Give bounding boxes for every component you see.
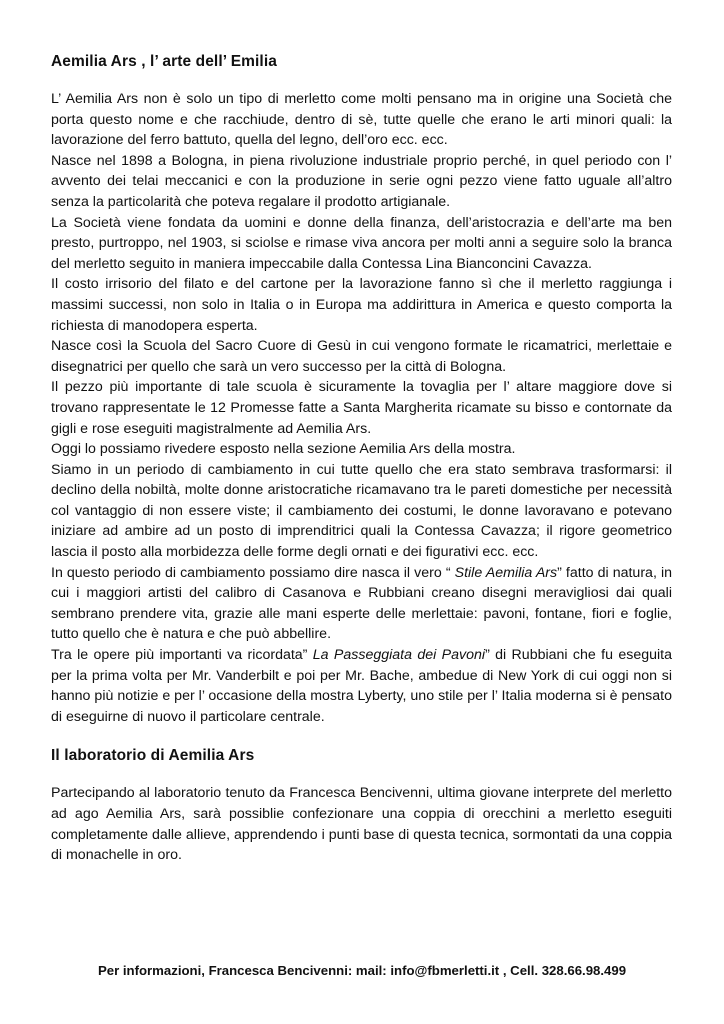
- text-run: In questo periodo di cambiamento possiamo dire nasca il vero “: [51, 564, 455, 581]
- paragraph-pavoni: [51, 645, 672, 727]
- paragraph-intro: L’ Aemilia Ars non è solo un tipo di merletto come molti pensano ma in origine una Società che porta questo nome e che racchiude, dentro di sè, tutte quelle che erano le arti minori quali: la lavorazione del ferro battuto, quella del legno, dell’oro ecc. ecc.: [51, 91, 672, 149]
- text-run: Tra le opere più importanti va ricordata”: [51, 647, 313, 664]
- paragraph-laboratorio: Partecipando al laboratorio tenuto da Francesca Bencivenni, ultima giovane interprete del merletto ad ago Aemilia Ars, sarà possiblie confezionare una coppia di orecchini a merletto eseguiti completamente dalle allieve, apprendendo i punti base di questa tecnica, sormontati da una coppia di monachelle in oro.: [51, 785, 672, 864]
- paragraph-tablecloth: Il pezzo più importante di tale scuola è sicuramente la tovaglia per l’ altare maggiore dove si trovano rappresentate le 12 Promesse fatte a Santa Margherita ricamate su bisso e contornate da gigli e rose eseguiti magistralmente ad Aemilia Ars.: [51, 379, 672, 437]
- paragraph-society: La Società viene fondata da uomini e donne della finanza, dell’aristocrazia e dell’arte ma ben presto, purtroppo, nel 1903, si sciolse e rimase viva ancora per molti anni a seguire solo la branca del merletto seguito in maniera impeccabile dalla Contessa Lina Bianconcini Cavazza.: [51, 214, 672, 272]
- text-run: ” di Rubbiani che fu eseguita per la prima volta per Mr. Vanderbilt e poi per Mr. Bache, ambedue di New York di cui oggi non si hanno più notizie e per l’ occasione della mostra Lyberty, uno stile per l’ Italia moderna si è pensato di eseguirne di nuovo il particolare centrale.: [51, 647, 673, 725]
- paragraph-school: Nasce così la Scuola del Sacro Cuore di Gesù in cui vengono formate le ricamatrici, merlettaie e disegnatrici per quello che sarà un vero successo per la città di Bologna.: [51, 338, 672, 375]
- italic-title: La Passeggiata dei Pavoni: [312, 647, 486, 664]
- paragraph-exhibit: Oggi lo possiamo rivedere esposto nella sezione Aemilia Ars della mostra.: [51, 441, 516, 458]
- paragraph-cost: Il costo irrisorio del filato e del cartone per la lavorazione fanno sì che il merletto raggiunga i massimi successi, non solo in Italia o in Europa ma addirittura in America e questo comporta la richiesta di manodopera esperta.: [51, 276, 672, 334]
- italic-term: Stile Aemilia Ars: [454, 564, 558, 581]
- section-title-aemilia-ars: Aemilia Ars , l’ arte dell’ Emilia: [51, 53, 277, 70]
- paragraph-stile: [51, 563, 672, 645]
- text-run: ” fatto di natura, in cui i maggiori artisti del calibro di Casanova e Rubbiani creano disegni meravigliosi dai quali sembrano prendere vita, grazie alle mani esperte delle merlettaie: pavoni, fontane, fiori e foglie, tutto quello che è natura e che può abbellire.: [51, 564, 672, 643]
- section-title-laboratorio: Il laboratorio di Aemilia Ars: [51, 747, 255, 765]
- paragraph-origin: Nasce nel 1898 a Bologna, in piena rivoluzione industriale proprio perché, in quel periodo con l’ avvento dei telai meccanici e con la produzione in serie ogni pezzo viene fatto uguale all’altro senza la particolarità che poteva regalare il prodotto artigianale.: [51, 152, 672, 210]
- paragraph-change: Siamo in un periodo di cambiamento in cui tutte quello che era stato sembrava trasformarsi: il declino della nobiltà, molte donne aristocratiche ricamavano tra le pareti domestiche per necessità col vantaggio di non essere viste; il cambiamento dei costumi, le donne lavoravano e potevano iniziare ad ambire ad un posto di imprenditrici quali la Contessa Cavazza; il rigore geometrico lascia il posto alla morbidezza delle forme degli ornati e dei figurativi ecc. ecc.: [51, 461, 672, 561]
- contact-footer: Per informazioni, Francesca Bencivenni: mail: info@fbmerletti.it , Cell. 328.66.98.499: [97, 963, 627, 978]
- document-body: [51, 52, 672, 866]
